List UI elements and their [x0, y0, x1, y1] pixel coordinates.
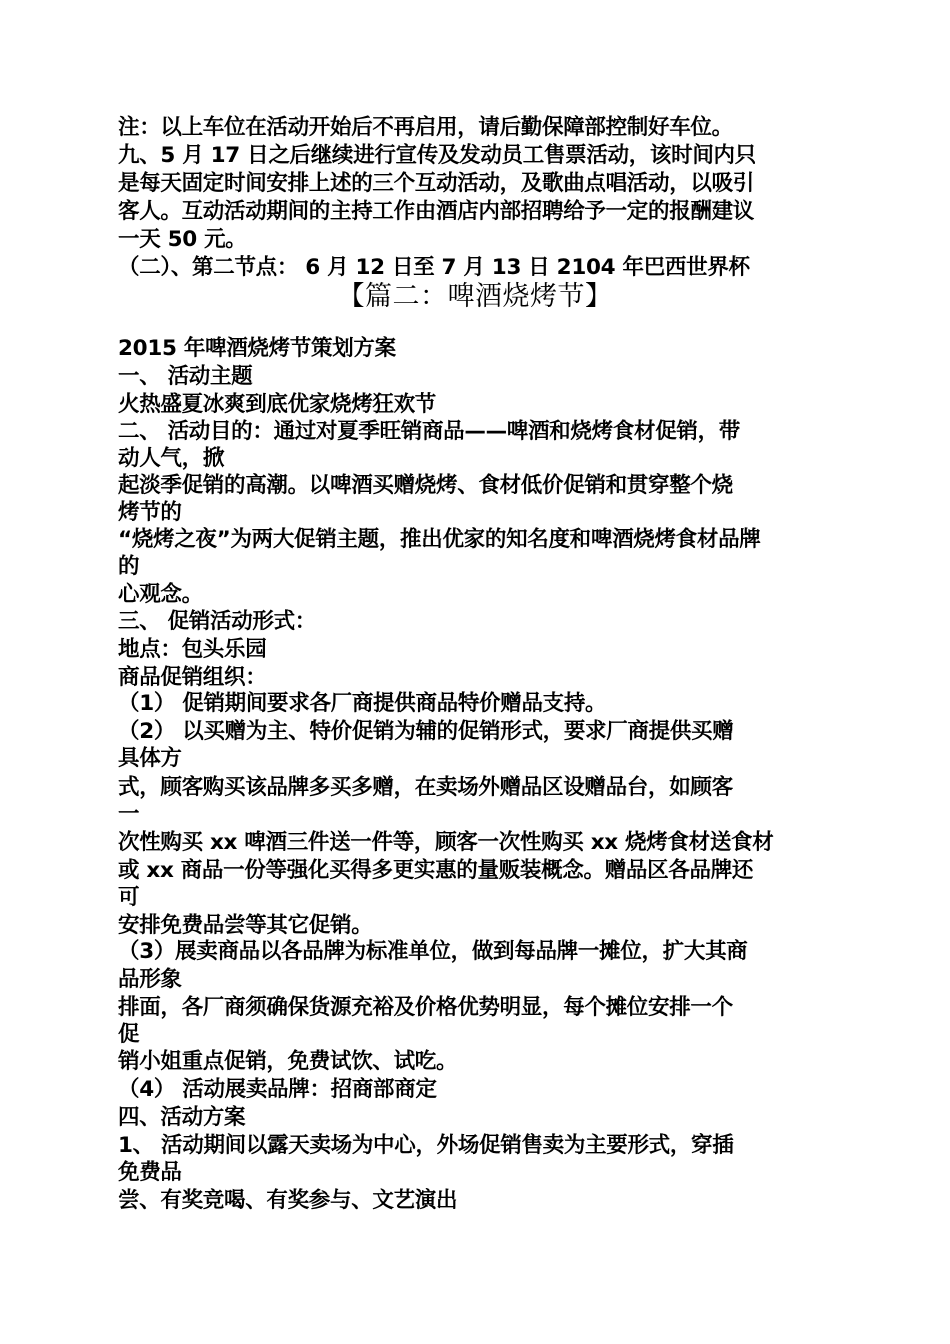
text-line: （2） 以买赠为主、特价促销为辅的促销形式，要求厂商提供买赠 [118, 719, 734, 744]
text-line: 心观念。 [118, 582, 203, 607]
text-line: 可 [118, 885, 140, 910]
text-line: 式，顾客购买该品牌多买多赠，在卖场外赠品区设赠品台，如顾客 [118, 775, 733, 800]
text-line: 或 xx 商品一份等强化买得多更实惠的量贩装概念。赠品区各品牌还 [118, 858, 754, 883]
text-line: 次性购买 xx 啤酒三件送一件等，顾客一次性购买 xx 烧烤食材送食材 [118, 830, 774, 855]
text-line: 免费品 [118, 1160, 182, 1185]
text-line: 火热盛夏冰爽到底优家烧烤狂欢节 [118, 392, 437, 417]
text-line: 1、 活动期间以露天卖场为中心，外场促销售卖为主要形式，穿插 [118, 1133, 734, 1158]
text-line: “烧烤之夜”为两大促销主题，推出优家的知名度和啤酒烧烤食材品牌 [118, 527, 761, 552]
text-line: 是每天固定时间安排上述的三个互动活动，及歌曲点唱活动，以吸引 [118, 171, 755, 196]
text-line: 品形象 [118, 967, 182, 992]
text-line: 二、 活动目的：通过对夏季旺销商品——啤酒和烧烤食材促销，带 [118, 419, 740, 444]
text-line: （1） 促销期间要求各厂商提供商品特价赠品支持。 [118, 691, 607, 716]
text-line: 注：以上车位在活动开始后不再启用，请后勤保障部控制好车位。 [118, 115, 733, 140]
text-line: 尝、有奖竞喝、有奖参与、文艺演出 [118, 1188, 458, 1213]
text-line: 三、 促销活动形式： [118, 609, 316, 634]
text-line: 一天 50 元。 [118, 227, 247, 252]
text-line: （4） 活动展卖品牌：招商部商定 [118, 1077, 437, 1102]
text-line: 促 [118, 1022, 140, 1047]
text-line: 的 [118, 554, 140, 579]
text-line: （3）展卖商品以各品牌为标准单位，做到每品牌一摊位，扩大其商 [118, 939, 748, 964]
text-line: 商品促销组织： [118, 665, 267, 690]
section-heading: 【篇二：啤酒烧烤节】 [337, 281, 613, 312]
text-line: 起淡季促销的高潮。以啤酒买赠烧烤、食材低价促销和贯穿整个烧 [118, 473, 733, 498]
text-line: 具体方 [118, 746, 182, 771]
text-line: 安排免费品尝等其它促销。 [118, 913, 373, 938]
text-line: 烤节的 [118, 500, 182, 525]
text-line: 排面，各厂商须确保货源充裕及价格优势明显，每个摊位安排一个 [118, 995, 733, 1020]
text-line: 动人气，掀 [118, 446, 225, 471]
text-line: 2015 年啤酒烧烤节策划方案 [118, 336, 396, 361]
text-line: 销小姐重点促销，免费试饮、试吃。 [118, 1049, 458, 1074]
text-line: 四、活动方案 [118, 1105, 246, 1130]
text-line: 一 [118, 802, 140, 827]
text-line: 地点：包头乐园 [118, 637, 267, 662]
text-line: （二）、第二节点： 6 月 12 日至 7 月 13 日 2104 年巴西世界杯 [118, 255, 750, 280]
text-line: 一、 活动主题 [118, 364, 253, 389]
text-line: 客人。互动活动期间的主持工作由酒店内部招聘给予一定的报酬建议 [118, 199, 755, 224]
text-line: 九、5 月 17 日之后继续进行宣传及发动员工售票活动，该时间内只 [118, 143, 756, 168]
